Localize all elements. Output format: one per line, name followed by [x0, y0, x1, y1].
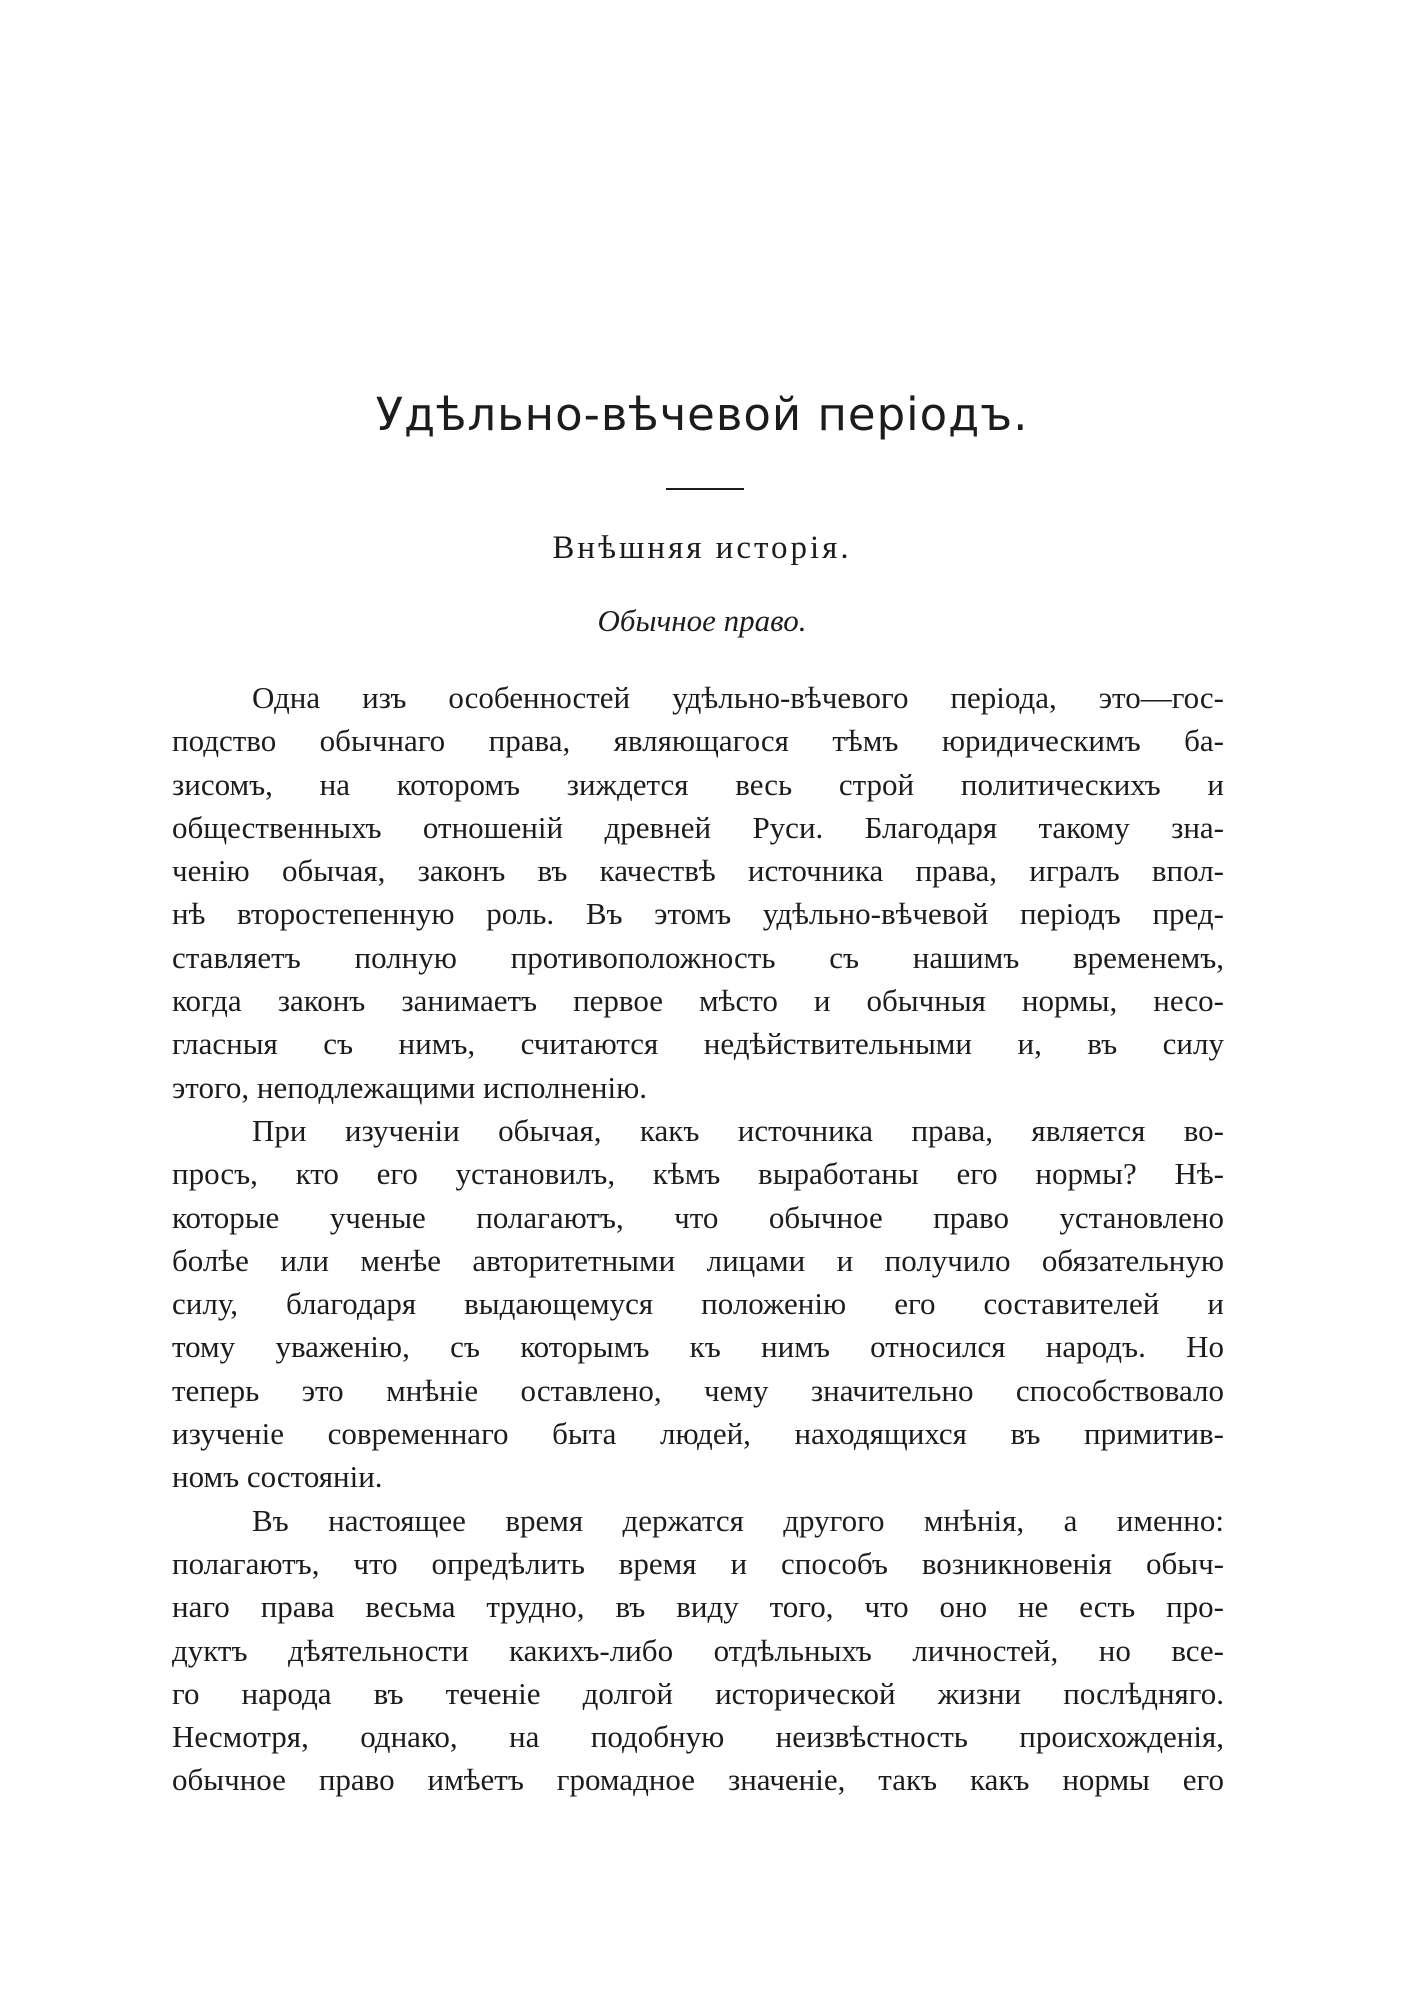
text-line: Одна изъ особенностей удѣльно-вѣчевого періода, это—гос- — [252, 680, 1224, 715]
body-text — [172, 676, 1224, 1802]
text-line: го народа въ теченіе долгой исторической жизни послѣдняго. — [172, 1675, 1224, 1711]
text-line: подство обычнаго права, являющагося тѣмъ юридическимъ ба- — [172, 723, 1224, 759]
section-title: Внѣшняя исторія. — [552, 530, 852, 566]
text-line: Въ настоящее время держатся другого мнѣнія, а именно: — [252, 1502, 1224, 1538]
text-line: когда законъ занимаетъ первое мѣсто и обычныя нормы, несо- — [172, 983, 1224, 1019]
text-line: гласныя съ нимъ, считаются недѣйствительными и, въ силу — [172, 1026, 1224, 1062]
text-line: полагаютъ, что опредѣлить время и способъ возникновенія обыч- — [172, 1545, 1224, 1581]
text-line: обычное право имѣетъ громадное значеніе, такъ какъ нормы его — [172, 1762, 1224, 1798]
text-line: Несмотря, однако, на подобную неизвѣстность происхожденія, — [172, 1719, 1224, 1755]
subsection-title: Обычное право. — [597, 603, 807, 638]
text-line: номъ состояніи. — [172, 1459, 383, 1495]
text-line: теперь это мнѣніе оставлено, чему значительно способствовало — [172, 1372, 1224, 1408]
text-line: которые ученые полагаютъ, что обычное право установлено — [172, 1199, 1224, 1235]
text-line: изученіе современнаго быта людей, находящихся въ примитив- — [172, 1416, 1224, 1452]
title-divider — [666, 488, 744, 490]
text-line: ставляетъ полную противоположность съ нашимъ временемъ, — [172, 939, 1224, 975]
chapter-title: Удѣльно-вѣчевой періодъ. — [375, 388, 1029, 441]
text-line: болѣе или менѣе авторитетными лицами и получило обязательную — [172, 1242, 1224, 1278]
text-line: нѣ второстепенную роль. Въ этомъ удѣльно-вѣчевой періодъ пред- — [172, 896, 1224, 932]
text-line: наго права весьма трудно, въ виду того, что оно не есть про- — [172, 1589, 1224, 1625]
text-line: При изученіи обычая, какъ источника права, является во- — [252, 1112, 1224, 1148]
text-line: тому уваженію, съ которымъ къ нимъ относился народъ. Но — [172, 1329, 1224, 1365]
text-line: дуктъ дѣятельности какихъ-либо отдѣльныхъ личностей, но все- — [172, 1632, 1224, 1668]
text-line: силу, благодаря выдающемуся положенію его составителей и — [172, 1286, 1224, 1322]
text-line: общественныхъ отношеній древней Руси. Благодаря такому зна- — [172, 809, 1224, 845]
text-line: этого, неподлежащими исполненію. — [172, 1069, 647, 1105]
text-line: зисомъ, на которомъ зиждется весь строй политическихъ и — [172, 766, 1224, 802]
text-line: ченію обычая, законъ въ качествѣ источника права, игралъ впол- — [172, 853, 1224, 889]
text-line: просъ, кто его установилъ, кѣмъ выработаны его нормы? Нѣ- — [172, 1156, 1224, 1192]
